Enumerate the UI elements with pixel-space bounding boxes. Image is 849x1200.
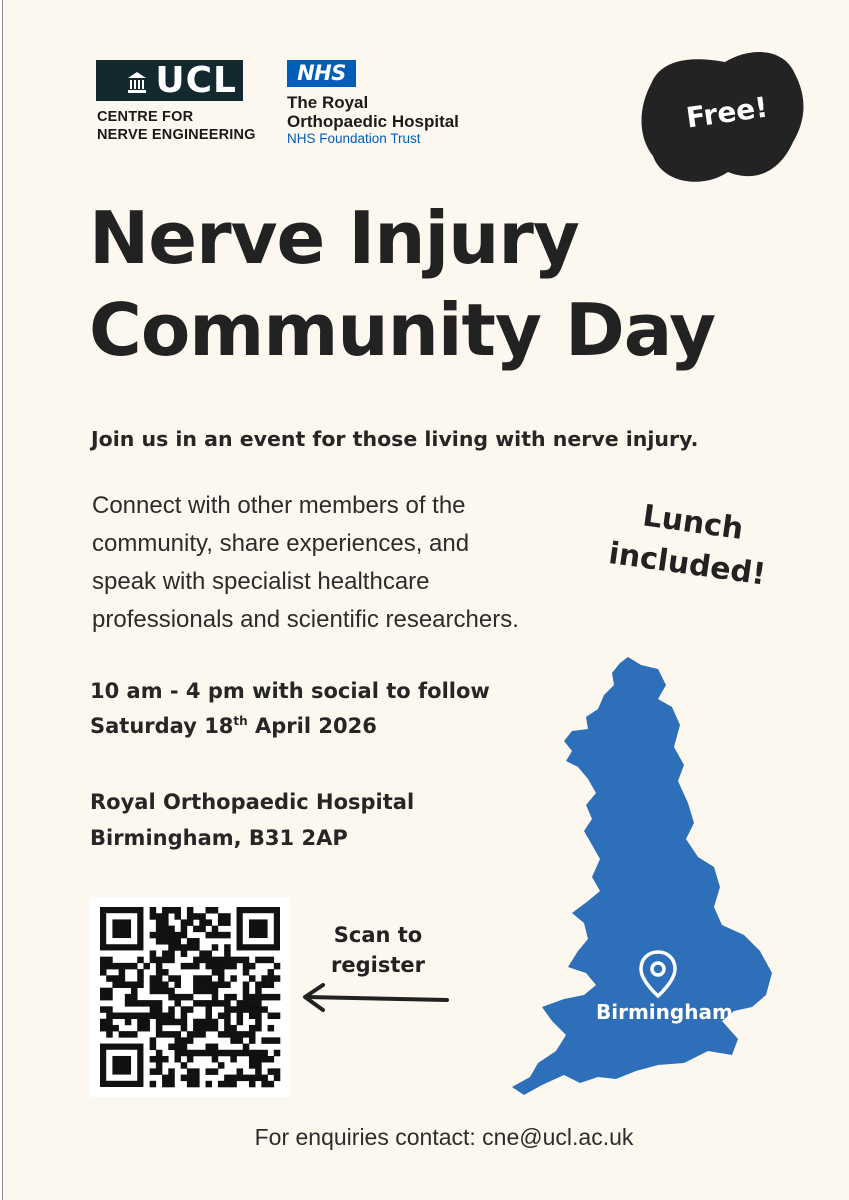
nhs-name-line1: The Royal [287,93,369,112]
ucl-portico-icon [128,72,146,94]
lunch-line2: included! [606,535,768,593]
event-time: 10 am - 4 pm with social to follow [90,679,490,703]
venue-address: Birmingham, B31 2AP [90,826,348,850]
qr-code[interactable] [90,897,290,1097]
venue-name: Royal Orthopaedic Hospital [90,790,415,814]
lunch-callout [590,489,790,599]
title-line1: Nerve Injury [89,196,579,280]
title-line2: Community Day [89,288,716,372]
contact-footer: For enquiries contact: cne@ucl.ac.uk [254,1124,634,1150]
event-date: Saturday 18th April 2026 [90,714,377,738]
free-badge: Free! [684,90,770,135]
poster [2,0,849,1200]
nhs-name-line2: Orthopaedic Hospital [287,112,459,131]
intro-text: Join us in an event for those living with nerve injury. [91,427,699,451]
nhs-logo: NHS [287,60,356,87]
lunch-line1: Lunch [640,498,746,548]
scan-line1: Scan to [333,923,423,947]
scan-to-register [309,920,447,980]
uk-map [508,655,783,1095]
description-line: Connect with other members of the [92,492,466,519]
description-line: speak with specialist healthcare [92,568,430,595]
description-line: community, share experiences, and [92,530,470,557]
location-pin-icon [636,949,680,999]
ucl-nerve-line: NERVE ENGINEERING [97,127,256,143]
nhs-trust-line: NHS Foundation Trust [287,131,421,146]
date-ordinal: th [233,714,248,728]
ucl-centre-line: CENTRE FOR [97,109,194,125]
arrow-left-icon [295,978,453,1018]
scan-line2: register [331,953,425,977]
ucl-logo [96,60,243,101]
ucl-wordmark: UCL [155,60,237,101]
qr-code-icon [90,897,290,1097]
map-location-label: Birmingham [596,1000,733,1024]
description-line: professionals and scientific researchers. [92,606,519,633]
